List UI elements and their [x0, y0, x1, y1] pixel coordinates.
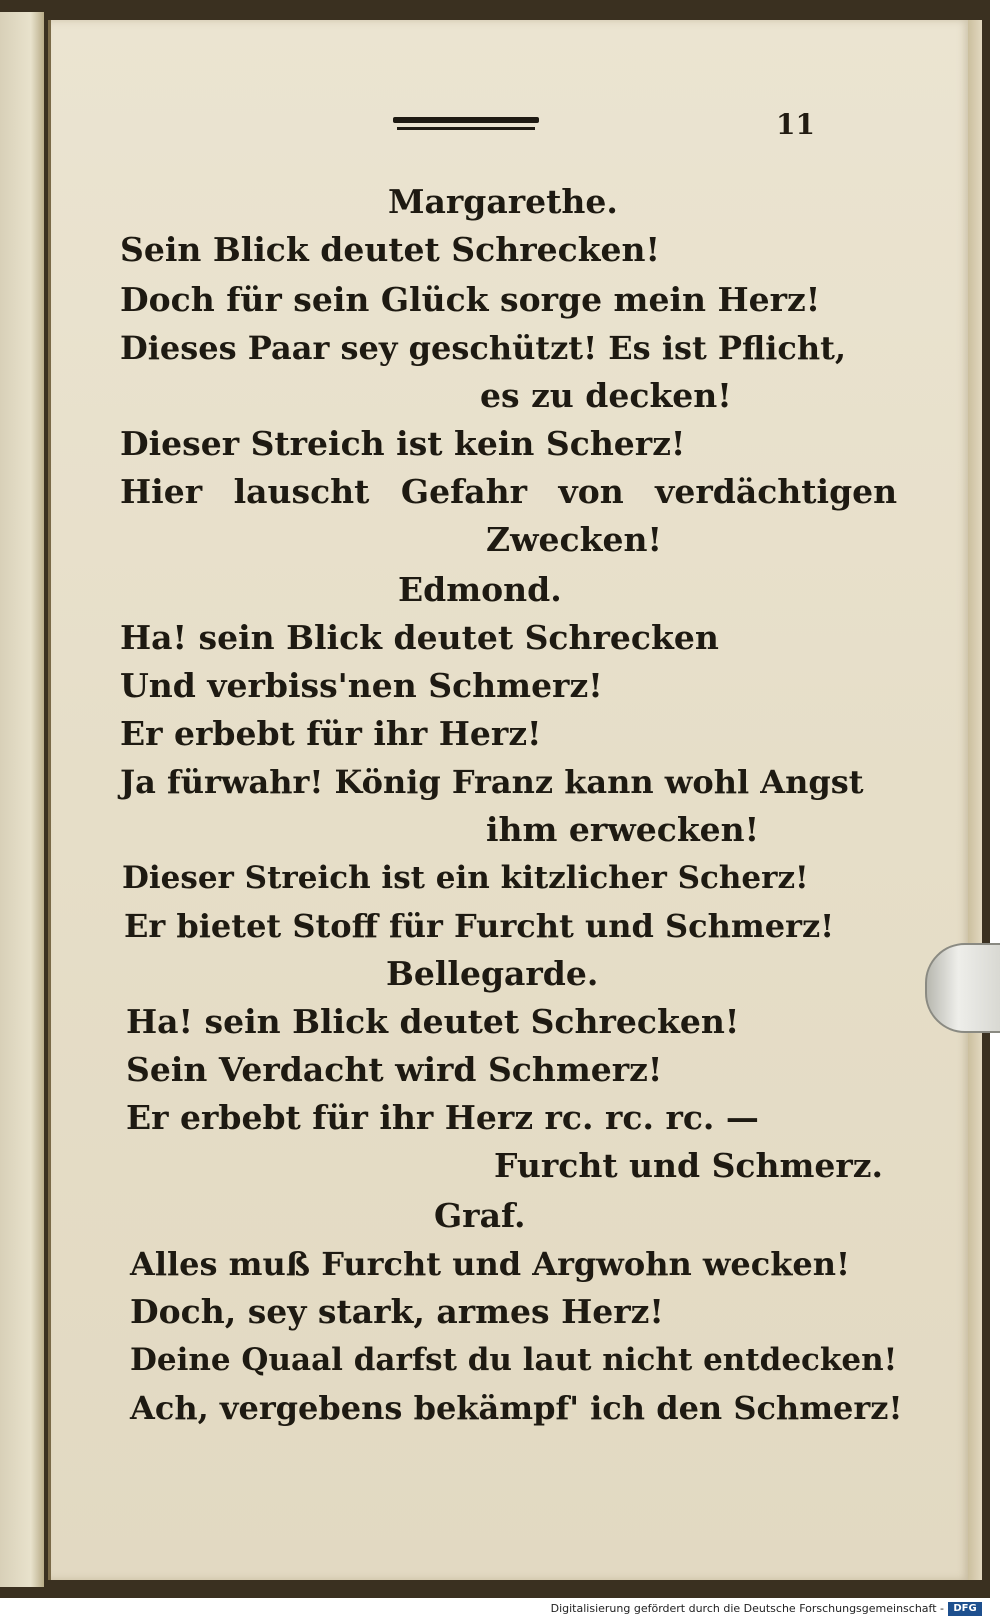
footer-credit: Digitalisierung gefördert durch die Deutsche Forschungsgemeinschaft -	[550, 1602, 944, 1615]
verse-line: Ha! sein Blick deutet Schrecken	[120, 618, 719, 657]
speaker-name: Margarethe.	[388, 182, 618, 221]
verse-continuation: es zu decken!	[480, 376, 732, 415]
verse-line: Dieses Paar sey geschützt! Es ist Pflicht,	[120, 329, 847, 367]
verse-line: Doch für sein Glück sorge mein Herz!	[120, 280, 821, 319]
verse-line: Ach, vergebens bekämpf' ich den Schmerz!	[130, 1389, 903, 1427]
verse-line: Dieser Streich ist kein Scherz!	[120, 424, 686, 463]
speaker-name: Bellegarde.	[386, 954, 599, 993]
verse-line: Sein Verdacht wird Schmerz!	[126, 1050, 663, 1089]
verse-line: Doch, sey stark, armes Herz!	[130, 1292, 664, 1331]
verse-line: Dieser Streich ist ein kitzlicher Scherz!	[122, 860, 809, 896]
verse-line: Er erbebt für ihr Herz!	[120, 714, 542, 753]
verse-line: Ja fürwahr! König Franz kann wohl Angst	[120, 763, 864, 801]
verse-line: Ha! sein Blick deutet Schrecken!	[126, 1002, 740, 1041]
verse-line: Hier lauscht Gefahr von verdächtigen	[120, 472, 898, 511]
verse-line: Und verbiss'nen Schmerz!	[120, 666, 603, 705]
speaker-name: Graf.	[434, 1196, 526, 1235]
verse-line: Alles muß Furcht und Argwohn wecken!	[130, 1245, 851, 1283]
verse-line: Deine Quaal darfst du laut nicht entdecken!	[130, 1342, 898, 1378]
verse-continuation: ihm erwecken!	[486, 810, 760, 849]
footer-bar	[0, 1599, 990, 1620]
verse-line: Er bietet Stoff für Furcht und Schmerz!	[124, 907, 835, 945]
verse-continuation: Furcht und Schmerz.	[494, 1146, 884, 1185]
speaker-name: Edmond.	[398, 570, 562, 609]
dfg-logo: DFG	[948, 1602, 982, 1616]
page-number: 11	[776, 108, 815, 141]
verse-continuation: Zwecken!	[486, 520, 662, 559]
verse-line: Er erbebt für ihr Herz rc. rc. rc. —	[126, 1098, 759, 1137]
verse-line: Sein Blick deutet Schrecken!	[120, 230, 661, 269]
